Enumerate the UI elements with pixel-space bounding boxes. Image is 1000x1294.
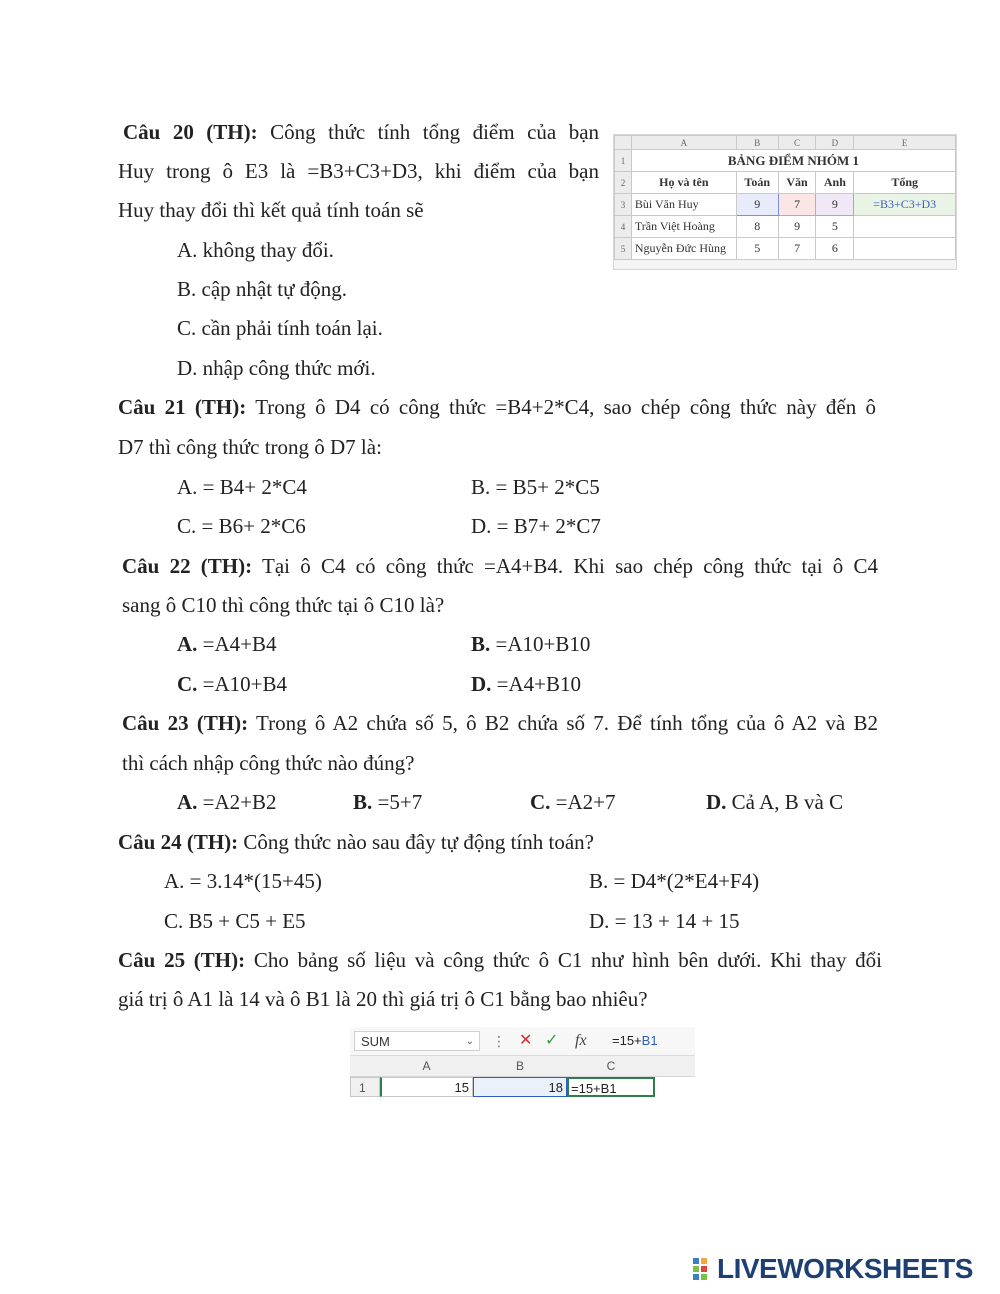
q22-option-b: B. =A10+B10 bbox=[471, 632, 591, 656]
q21-option-a: A. = B4+ 2*C4 bbox=[177, 475, 307, 499]
q22-option-c: C. =A10+B4 bbox=[177, 672, 288, 696]
row-number: 1 bbox=[350, 1077, 380, 1097]
row-number: 2 bbox=[615, 172, 632, 194]
cell-b1: 18 bbox=[473, 1077, 567, 1097]
grade-spreadsheet-image bbox=[613, 134, 957, 270]
row-number: 1 bbox=[615, 150, 632, 172]
corner-cell bbox=[615, 136, 632, 150]
q22-option-d: D. =A4+B10 bbox=[471, 672, 582, 696]
chevron-down-icon: ⌄ bbox=[465, 1036, 474, 1047]
q24-option-c: C. B5 + C5 + E5 bbox=[164, 909, 306, 933]
q21-option-b: B. = B5+ 2*C5 bbox=[471, 475, 600, 499]
q24-option-b: B. = D4*(2*E4+F4) bbox=[589, 869, 760, 893]
q23-option-c: C. =A2+7 bbox=[530, 790, 616, 814]
cancel-icon: ✕ bbox=[519, 1032, 533, 1049]
cell-a1: 15 bbox=[380, 1077, 473, 1097]
q25-line1: Câu 25 (TH): Cho bảng số liệu và công thức ô C1 như hình bên dưới. Khi thay đổi bbox=[118, 948, 883, 972]
fx-icon: fx bbox=[575, 1032, 587, 1049]
q20-line1: Câu 20 (TH): Công thức tính tổng điểm của bạn bbox=[123, 120, 600, 144]
col-header: D bbox=[816, 136, 854, 150]
score-cell: 7 bbox=[778, 194, 816, 216]
col-header: B bbox=[515, 1059, 524, 1073]
total-cell bbox=[854, 238, 956, 260]
q21-option-d: D. = B7+ 2*C7 bbox=[471, 514, 601, 538]
col-header: C bbox=[606, 1059, 616, 1073]
cell-c1: =15+B1 bbox=[567, 1077, 655, 1097]
q23-option-b: B. =5+7 bbox=[353, 790, 423, 814]
check-icon: ✓ bbox=[545, 1032, 559, 1049]
q20-option-d: D. nhập công thức mới. bbox=[177, 356, 376, 380]
sheet-title: BẢNG ĐIỂM NHÓM 1 bbox=[631, 150, 955, 172]
score-cell: 7 bbox=[778, 238, 816, 260]
q24-option-d: D. = 13 + 14 + 15 bbox=[589, 909, 740, 933]
q23-option-d: D. Cả A, B và C bbox=[706, 790, 844, 814]
formula-bar-image bbox=[350, 1027, 695, 1099]
q23-option-a: A. =A2+B2 bbox=[177, 790, 277, 814]
q21-line1: Câu 21 (TH): Trong ô D4 có công thức =B4+2*C4, sao chép công thức này đến ô bbox=[118, 395, 877, 419]
header-cell: Họ và tên bbox=[631, 172, 736, 194]
row-number: 5 bbox=[615, 238, 632, 260]
total-cell bbox=[854, 216, 956, 238]
col-header: C bbox=[778, 136, 816, 150]
col-header: E bbox=[854, 136, 956, 150]
more-options-icon: ⋮ bbox=[492, 1033, 506, 1049]
name-cell: Nguyễn Đức Hùng bbox=[631, 238, 736, 260]
col-header: B bbox=[736, 136, 778, 150]
q21-line2: D7 thì công thức trong ô D7 là: bbox=[118, 435, 382, 459]
formula-cell: =B3+C3+D3 bbox=[854, 194, 956, 216]
formula-input: =15+B1 bbox=[612, 1033, 658, 1048]
q24-line1: Câu 24 (TH): Công thức nào sau đây tự động tính toán? bbox=[118, 830, 594, 854]
liveworksheets-mark-icon bbox=[692, 1257, 718, 1281]
q22-line2: sang ô C10 thì công thức tại ô C10 là? bbox=[122, 593, 445, 617]
col-header: A bbox=[631, 136, 736, 150]
col-header: A bbox=[422, 1059, 431, 1073]
q20-option-c: C. cần phải tính toán lại. bbox=[177, 316, 383, 340]
score-cell: 5 bbox=[736, 238, 778, 260]
score-cell: 9 bbox=[736, 194, 778, 216]
brand-text: LIVEWORKSHEETS bbox=[717, 1253, 973, 1284]
column-headers bbox=[350, 1056, 695, 1077]
score-cell: 5 bbox=[816, 216, 854, 238]
row-number: 3 bbox=[615, 194, 632, 216]
score-cell: 6 bbox=[816, 238, 854, 260]
name-cell: Bùi Văn Huy bbox=[631, 194, 736, 216]
header-cell: Anh bbox=[816, 172, 854, 194]
header-cell: Tổng bbox=[854, 172, 956, 194]
q20-option-a: A. không thay đổi. bbox=[177, 238, 334, 262]
score-cell: 9 bbox=[816, 194, 854, 216]
q24-option-a: A. = 3.14*(15+45) bbox=[164, 869, 322, 893]
row-1 bbox=[350, 1077, 695, 1099]
score-cell: 9 bbox=[778, 216, 816, 238]
score-cell: 8 bbox=[736, 216, 778, 238]
q21-option-c: C. = B6+ 2*C6 bbox=[177, 514, 306, 538]
q20-line3: Huy thay đổi thì kết quả tính toán sẽ bbox=[118, 198, 424, 222]
q23-line2: thì cách nhập công thức nào đúng? bbox=[122, 751, 415, 775]
formula-bar bbox=[350, 1027, 695, 1056]
q25-line2: giá trị ô A1 là 14 và ô B1 là 20 thì giá trị ô C1 bằng bao nhiêu? bbox=[118, 987, 648, 1011]
q20-line2: Huy trong ô E3 là =B3+C3+D3, khi điểm của bạn bbox=[118, 159, 599, 183]
name-cell: Trần Việt Hoàng bbox=[631, 216, 736, 238]
q22-option-a: A. =A4+B4 bbox=[177, 632, 277, 656]
q22-line1: Câu 22 (TH): Tại ô C4 có công thức =A4+B4. Khi sao chép công thức tại ô C4 bbox=[122, 554, 878, 578]
name-box: SUM ⌄ bbox=[354, 1031, 480, 1051]
q23-line1: Câu 23 (TH): Trong ô A2 chứa số 5, ô B2 chứa số 7. Để tính tổng của ô A2 và B2 bbox=[122, 711, 878, 735]
q20-option-b: B. cập nhật tự động. bbox=[177, 277, 348, 301]
header-cell: Văn bbox=[778, 172, 816, 194]
row-number: 4 bbox=[615, 216, 632, 238]
header-cell: Toán bbox=[736, 172, 778, 194]
